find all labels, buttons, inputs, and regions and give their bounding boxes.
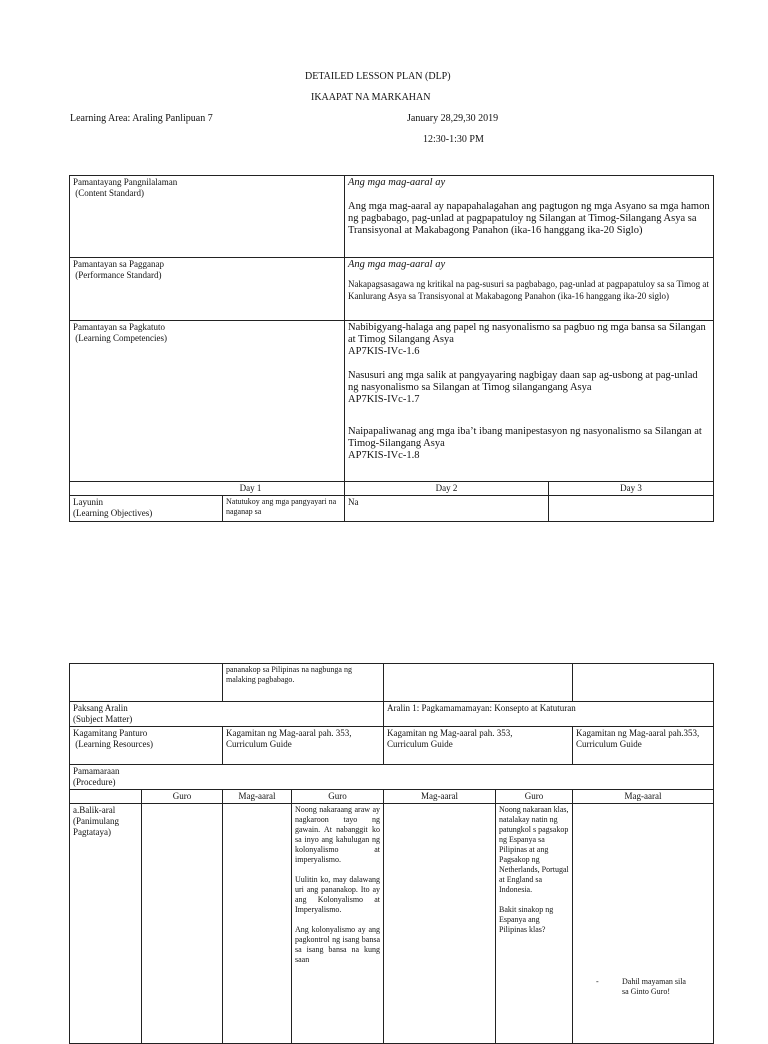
subject-matter-label: Paksang Aralin (Subject Matter) bbox=[70, 702, 384, 727]
learning-resources-day-1: Kagamitan ng Mag-aaral pah. 353, Curriculum Guide bbox=[223, 727, 384, 765]
day-2-mag-aaral-header: Mag-aaral bbox=[384, 790, 496, 804]
review-day-3-guro: Noong nakaraan klas, natalakay natin ng patungkol s pagsakop ng Espanya sa Pilipinas at ang Pagsakop ng Netherlands, Portugal at England sa Indonesia. Bakit sinakop ng Espanya ang Pilipinas klas? bbox=[496, 804, 573, 1044]
competencies-label: Pamantayan sa Pagkatuto (Learning Competencies) bbox=[70, 321, 345, 482]
day-2-guro-header: Guro bbox=[292, 790, 384, 804]
day-1-header: Day 1 bbox=[70, 482, 345, 496]
subject-matter-row bbox=[70, 702, 714, 727]
objectives-day-1: Natutukoy ang mga pangyayari na naganap sa bbox=[223, 496, 345, 522]
content-standard-row bbox=[70, 176, 714, 258]
content-standard-value: Ang mga mag-aaral ay Ang mga mag-aaral ay napapahalagahan ang pagtugon ng mga Asyano sa mga hamon ng pagbabago, pag-unlad at pagpapatuloy ng Silangan at Timog-Silangang Asya sa Transisyonal at Makabagong Panahon (ika-16 hanggang ika-20 Siglo) bbox=[345, 176, 714, 258]
student-answer: Dahil mayaman sila sa Ginto Guro! bbox=[622, 977, 686, 996]
performance-standard-value: Ang mga mag-aaral ay Nakapagsasagawa ng kritikal na pag-susuri sa pagbabago, pag-unlad at pagpapatuloy sa sa Timog at Kanlurang Asya sa Transisyonal at Makabagong Panahon (ika-16 hanggang ika-20 siglo) bbox=[345, 258, 714, 321]
objectives-continued-day-3 bbox=[573, 664, 714, 702]
objectives-continued-label bbox=[70, 664, 223, 702]
learning-resources-row bbox=[70, 727, 714, 765]
quarter-heading: IKAAPAT NA MARKAHAN bbox=[311, 92, 431, 103]
lesson-plan-table-1 bbox=[69, 175, 714, 522]
review-day-2-mag-aaral bbox=[384, 804, 496, 1044]
performance-standard-label: Pamantayan sa Pagganap (Performance Standard) bbox=[70, 258, 345, 321]
objectives-continued-row bbox=[70, 664, 714, 702]
day-1-guro-header: Guro bbox=[142, 790, 223, 804]
day-3-guro-header: Guro bbox=[496, 790, 573, 804]
learning-area: Learning Area: Araling Panlipuan 7 bbox=[70, 113, 213, 124]
document-title: DETAILED LESSON PLAN (DLP) bbox=[305, 71, 451, 82]
lesson-plan-table-2 bbox=[69, 663, 714, 1044]
objectives-continued-day-1: pananakop sa Pilipinas na nagbunga ng malaking pagbabago. bbox=[223, 664, 384, 702]
lesson-time: 12:30-1:30 PM bbox=[423, 134, 484, 145]
review-row bbox=[70, 804, 714, 1044]
review-day-1-guro bbox=[142, 804, 223, 1044]
review-day-3-mag-aaral bbox=[573, 804, 714, 1044]
procedure-columns-spacer bbox=[70, 790, 142, 804]
procedure-label: Pamamaraan (Procedure) bbox=[70, 765, 714, 790]
procedure-columns-row bbox=[70, 790, 714, 804]
subject-matter-value: Aralin 1: Pagkamamamayan: Konsepto at Katuturan bbox=[384, 702, 714, 727]
day-3-mag-aaral-header: Mag-aaral bbox=[573, 790, 714, 804]
review-label: a.Balik-aral (Panimulang Pagtataya) bbox=[70, 804, 142, 1044]
lesson-date: January 28,29,30 2019 bbox=[407, 113, 499, 124]
day-2-header: Day 2 bbox=[345, 482, 549, 496]
review-day-2-guro: Noong nakaraang araw ay nagkaroon tayo ng gawain. At nabanggit ko sa inyo ang kahulugan ng kolonyalismo at imperyalismo. Uulitin ko, may dalawang uri ang pananakop. Ito ay ang Kolonyalismo at Imperyalismo. Ang kolonyalismo ay ang pagkontrol ng isang bansa sa isang bansa na kung saan bbox=[292, 804, 384, 1044]
learning-resources-label: Kagamitang Panturo (Learning Resources) bbox=[70, 727, 223, 765]
day-1-mag-aaral-header: Mag-aaral bbox=[223, 790, 292, 804]
learning-resources-day-3: Kagamitan ng Mag-aaral pah.353, Curriculum Guide bbox=[573, 727, 714, 765]
answer-bullet: - bbox=[596, 977, 599, 986]
objectives-label: Layunin (Learning Objectives) bbox=[70, 496, 223, 522]
day-3-header: Day 3 bbox=[549, 482, 714, 496]
objectives-row bbox=[70, 496, 714, 522]
learning-resources-day-2: Kagamitan ng Mag-aaral pah. 353, Curriculum Guide bbox=[384, 727, 573, 765]
review-day-1-mag-aaral bbox=[223, 804, 292, 1044]
competencies-value: Nabibigyang-halaga ang papel ng nasyonalismo sa pagbuo ng mga bansa sa Silangan at Timog Silangang Asya AP7KIS-IVc-1.6 Nasusuri ang mga salik at pangyayaring nagbigay daan sap ag-usbong at pag-unlad ng nasyonalismo sa Silangan at Timog silangangang Asya AP7KIS-IVc-1.7 Naipapaliwanag ang mga iba’t ibang manipestasyon ng nasyonalismo sa Silangan at Timog-Silangang Asya AP7KIS-IVc-1.8 bbox=[345, 321, 714, 482]
objectives-day-3 bbox=[549, 496, 714, 522]
objectives-day-2: Na bbox=[345, 496, 549, 522]
days-header-row bbox=[70, 482, 714, 496]
competencies-row bbox=[70, 321, 714, 482]
performance-standard-row bbox=[70, 258, 714, 321]
procedure-row bbox=[70, 765, 714, 790]
content-standard-label: Pamantayang Pangnilalaman (Content Standard) bbox=[70, 176, 345, 258]
objectives-continued-day-2 bbox=[384, 664, 573, 702]
